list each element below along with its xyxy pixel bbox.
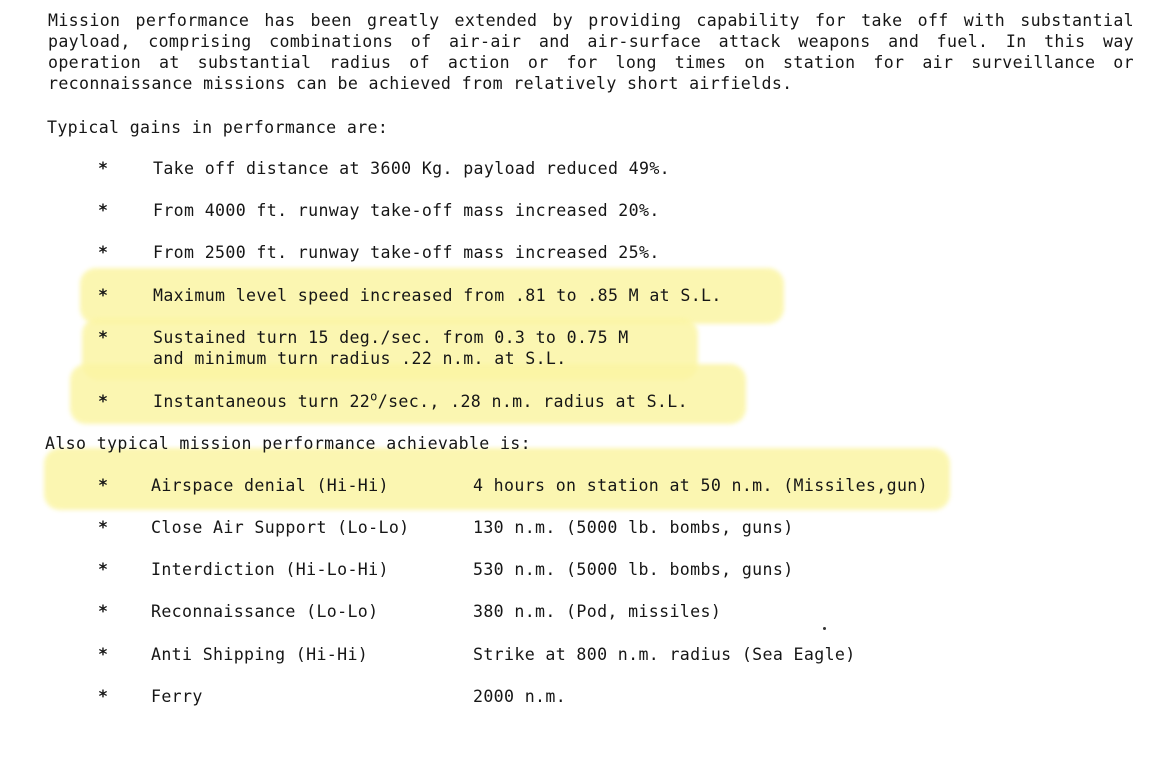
bullet-star-icon: *	[98, 159, 109, 178]
gain-text-line2: and minimum turn radius .22 n.m. at S.L.	[153, 349, 567, 368]
gain-text-post: /sec., .28 n.m. radius at S.L.	[377, 392, 688, 411]
mission-value: Strike at 800 n.m. radius (Sea Eagle)	[473, 645, 856, 664]
bullet-star-icon: *	[98, 560, 109, 579]
gain-text: From 2500 ft. runway take-off mass increased 25%.	[153, 243, 660, 262]
mission-name: Close Air Support (Lo-Lo)	[151, 518, 410, 537]
mission-value: 380 n.m. (Pod, missiles)	[473, 602, 722, 621]
bullet-star-icon: *	[98, 602, 109, 621]
mission-name: Reconnaissance (Lo-Lo)	[151, 602, 379, 621]
mission-name: Anti Shipping (Hi-Hi)	[151, 645, 369, 664]
mission-name: Ferry	[151, 687, 203, 706]
mission-name: Interdiction (Hi-Lo-Hi)	[151, 560, 389, 579]
gain-text: Take off distance at 3600 Kg. payload reduced 49%.	[153, 159, 671, 178]
missions-heading: Also typical mission performance achievable is:	[45, 434, 531, 453]
mission-value: 4 hours on station at 50 n.m. (Missiles,gun)	[473, 476, 928, 495]
bullet-star-icon: *	[98, 328, 109, 347]
bullet-star-icon: *	[98, 518, 109, 537]
mission-value: 530 n.m. (5000 lb. bombs, guns)	[473, 560, 794, 579]
mission-name: Airspace denial (Hi-Hi)	[151, 476, 389, 495]
gains-heading: Typical gains in performance are:	[47, 118, 389, 137]
gain-text	[153, 391, 688, 412]
bullet-star-icon: *	[98, 392, 109, 411]
bullet-star-icon: *	[98, 687, 109, 706]
intro-paragraph: Mission performance has been greatly extended by providing capability for take off with substantial payload, comprising combinations of air-air and air-surface attack weapons and fuel. In this way operation at substantial radius of action or for long times on station for air surveillance or reconnaissance missions can be achieved from relatively short airfields.	[48, 11, 1134, 93]
mission-value: 2000 n.m.	[473, 687, 567, 706]
scan-speck	[823, 627, 826, 630]
bullet-star-icon: *	[98, 645, 109, 664]
gain-text: Maximum level speed increased from .81 to .85 M at S.L.	[153, 286, 722, 305]
bullet-star-icon: *	[98, 243, 109, 262]
gain-text-line1: Sustained turn 15 deg./sec. from 0.3 to 0.75 M	[153, 328, 629, 347]
bullet-star-icon: *	[98, 476, 109, 495]
degree-superscript: o	[370, 389, 378, 404]
bullet-star-icon: *	[98, 286, 109, 305]
gain-text-pre: Instantaneous turn 22	[153, 392, 371, 411]
bullet-star-icon: *	[98, 201, 109, 220]
gain-text: From 4000 ft. runway take-off mass increased 20%.	[153, 201, 660, 220]
mission-value: 130 n.m. (5000 lb. bombs, guns)	[473, 518, 794, 537]
